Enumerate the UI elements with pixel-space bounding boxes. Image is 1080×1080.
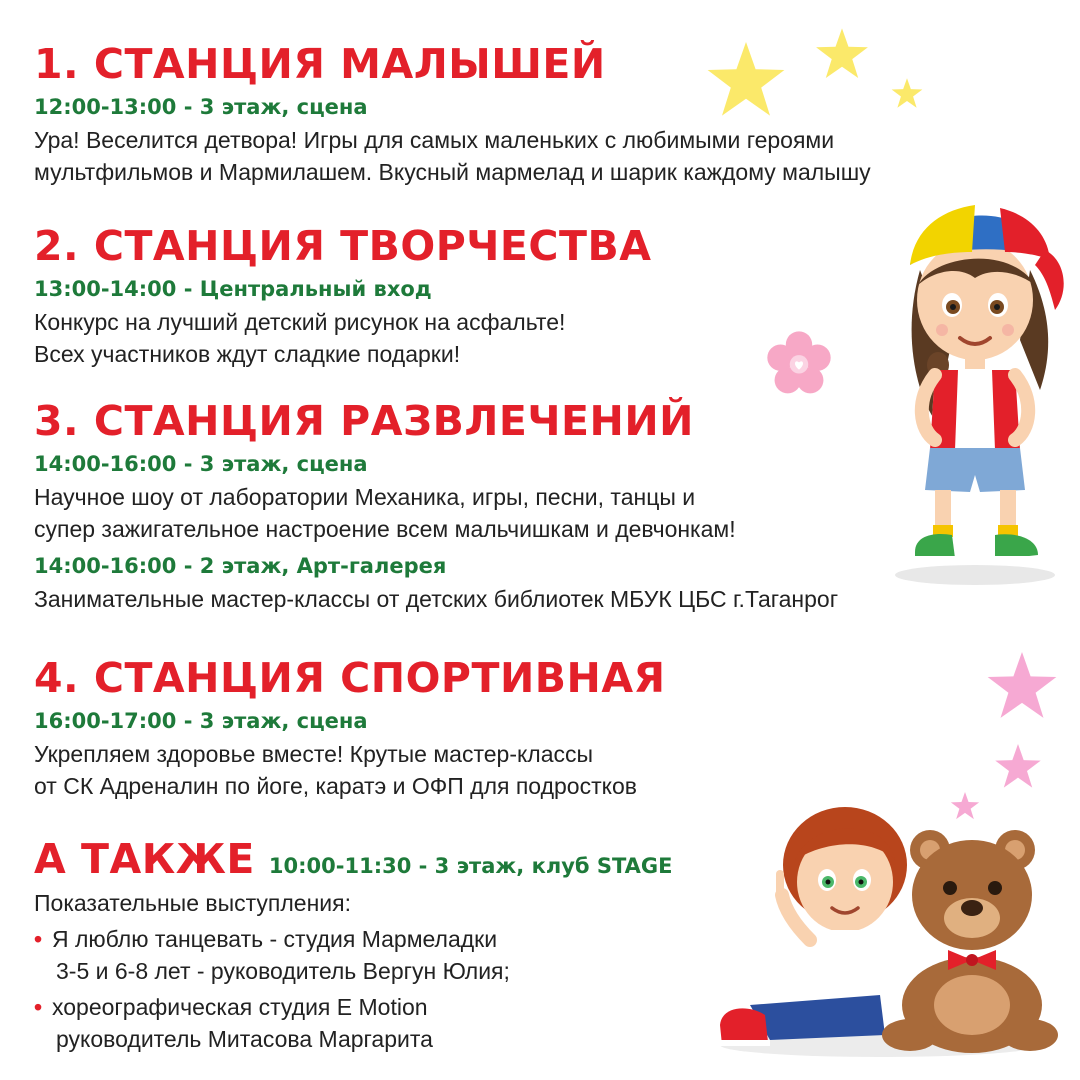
station-description bbox=[34, 306, 651, 370]
station-title: 1. СТАНЦИЯ МАЛЫШЕЙ bbox=[34, 40, 606, 88]
station-title: 4. СТАНЦИЯ СПОРТИВНАЯ bbox=[34, 654, 666, 702]
boy-with-teddy-bear-illustration bbox=[710, 800, 1050, 1060]
list-item bbox=[34, 991, 673, 1055]
station-time-secondary: 14:00-16:00 - 2 этаж, Арт-галерея bbox=[34, 554, 447, 578]
station-4 bbox=[34, 654, 666, 802]
station-time: 16:00-17:00 - 3 этаж, сцена bbox=[34, 709, 368, 733]
performances-list bbox=[34, 923, 673, 1055]
girl-in-cap-illustration bbox=[880, 190, 1070, 590]
description-line: Всех участников ждут сладкие подарки! bbox=[34, 341, 461, 367]
also-time: 10:00-11:30 - 3 этаж, клуб STAGE bbox=[268, 854, 673, 878]
station-3 bbox=[34, 397, 838, 615]
item-line: 3-5 и 6-8 лет - руководитель Вергун Юлия; bbox=[56, 958, 510, 984]
pink-star-icon bbox=[986, 652, 1058, 720]
station-time: 14:00-16:00 - 3 этаж, сцена bbox=[34, 452, 368, 476]
item-line: Я люблю танцевать - студия Мармеладки bbox=[52, 926, 498, 952]
bullet-icon: • bbox=[34, 994, 43, 1020]
pink-flower-icon bbox=[766, 330, 832, 396]
station-title: 2. СТАНЦИЯ ТВОРЧЕСТВА bbox=[34, 222, 652, 270]
yellow-star-icon bbox=[815, 28, 869, 80]
station-description-secondary bbox=[34, 583, 838, 615]
station-description bbox=[34, 124, 871, 188]
station-time: 13:00-14:00 - Центральный вход bbox=[34, 277, 432, 301]
station-description bbox=[34, 738, 666, 802]
station-description bbox=[34, 481, 838, 545]
description-line: Занимательные мастер-классы от детских библиотек МБУК ЦБС г.Таганрог bbox=[34, 586, 839, 612]
description-line: супер зажигательное настроение всем мальчишкам и девчонкам! bbox=[34, 516, 736, 542]
bullet-icon: • bbox=[34, 926, 43, 952]
also-header bbox=[34, 835, 673, 883]
also-title: А ТАКЖЕ bbox=[34, 835, 255, 883]
description-line: Научное шоу от лаборатории Механика, игры, песни, танцы и bbox=[34, 484, 696, 510]
also-section bbox=[34, 835, 673, 1059]
description-line: Ура! Веселится детвора! Игры для самых маленьких с любимыми героями bbox=[34, 127, 835, 153]
yellow-star-icon bbox=[706, 42, 786, 118]
item-line: руководитель Митасова Маргарита bbox=[56, 1026, 433, 1052]
item-line: хореографическая студия E Motion bbox=[52, 994, 428, 1020]
station-2 bbox=[34, 222, 651, 370]
yellow-star-icon bbox=[891, 78, 923, 109]
description-line: Конкурс на лучший детский рисунок на асфальте! bbox=[34, 309, 566, 335]
description-line: от СК Адреналин по йоге, каратэ и ОФП для подростков bbox=[34, 773, 637, 799]
also-intro: Показательные выступления: bbox=[34, 890, 351, 916]
list-item bbox=[34, 923, 673, 987]
pink-star-icon bbox=[994, 744, 1042, 789]
description-line: мультфильмов и Мармилашем. Вкусный мармелад и шарик каждому малышу bbox=[34, 159, 871, 185]
station-time: 12:00-13:00 - 3 этаж, сцена bbox=[34, 95, 368, 119]
description-line: Укрепляем здоровье вместе! Крутые мастер-классы bbox=[34, 741, 594, 767]
station-title: 3. СТАНЦИЯ РАЗВЛЕЧЕНИЙ bbox=[34, 397, 694, 445]
